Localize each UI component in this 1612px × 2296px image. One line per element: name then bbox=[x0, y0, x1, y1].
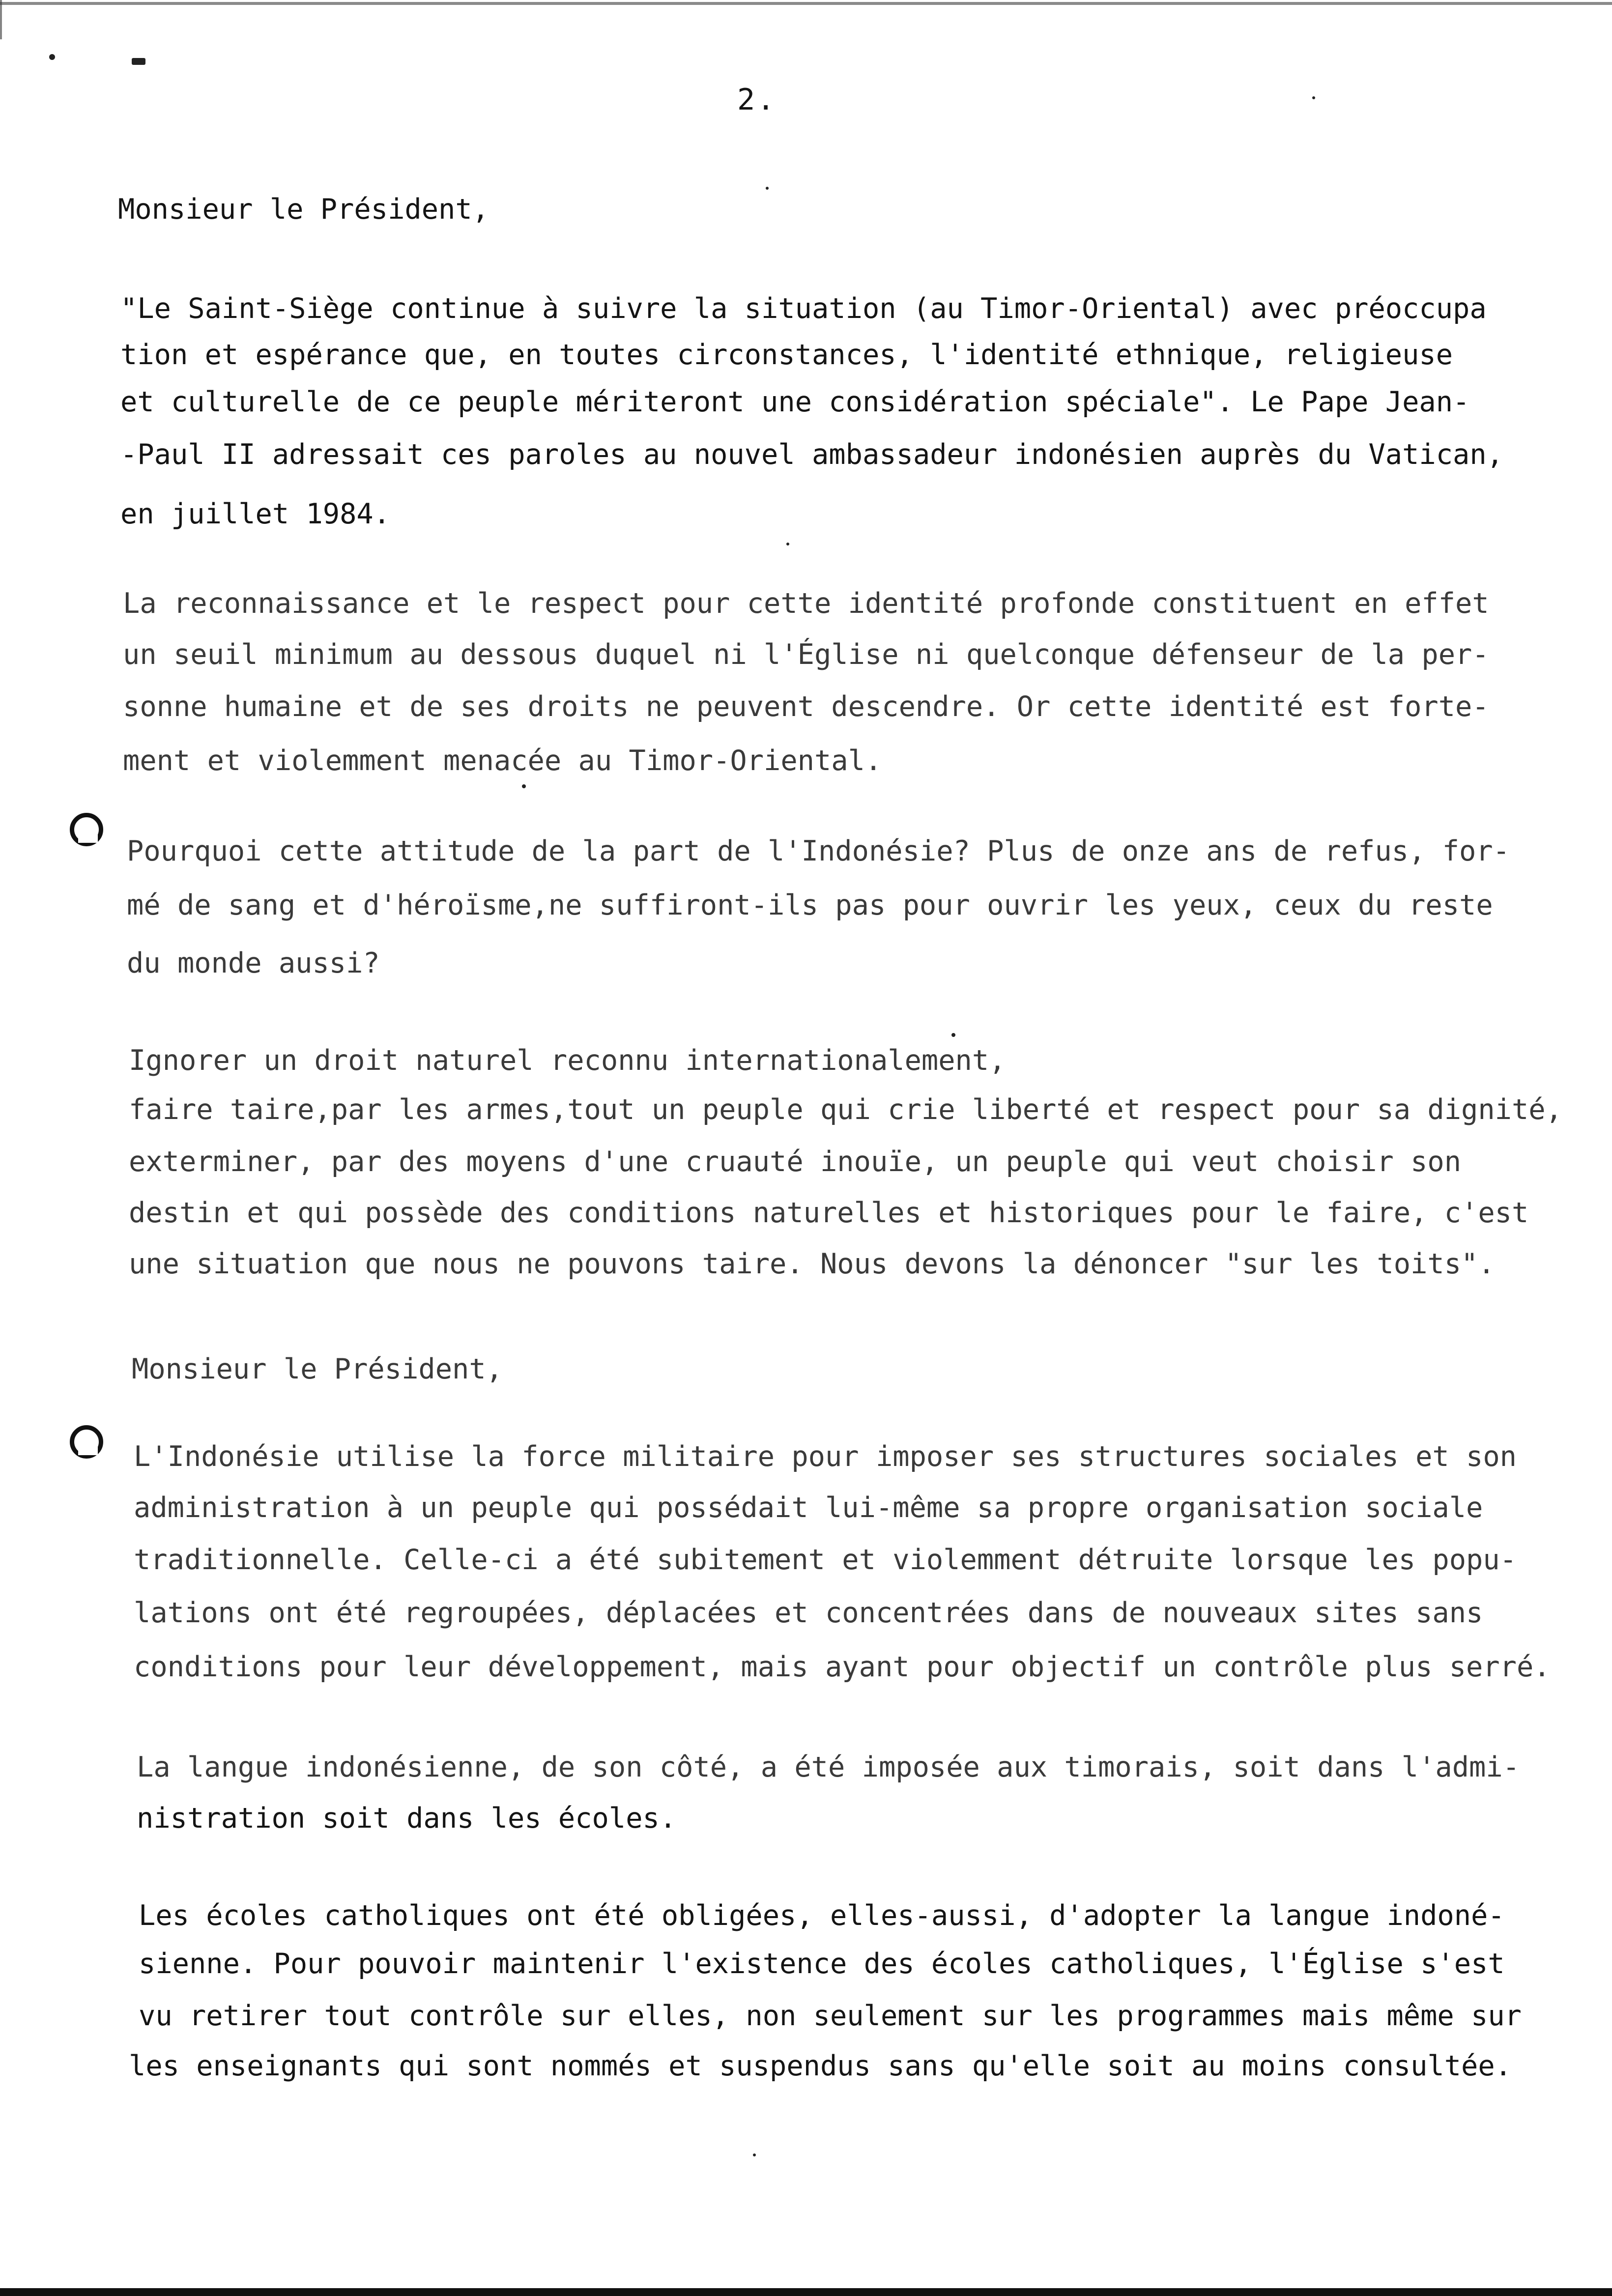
paragraph-line: une situation que nous ne pouvons taire. Nous devons la dénoncer "sur les toits". bbox=[129, 1248, 1495, 1280]
scan-bottom-edge bbox=[0, 2288, 1612, 2296]
page-number: 2. bbox=[737, 83, 777, 117]
paragraph-line: faire taire,par les armes,tout un peuple qui crie liberté et respect pour sa dignité, bbox=[129, 1093, 1562, 1126]
paragraph-line: en juillet 1984. bbox=[120, 498, 391, 530]
salutation: Monsieur le Président, bbox=[132, 1353, 503, 1385]
paragraph-line: destin et qui possède des conditions naturelles et historiques pour le faire, c'est bbox=[129, 1197, 1529, 1229]
paragraph-line: Pourquoi cette attitude de la part de l'Indonésie? Plus de onze ans de refus, for- bbox=[127, 835, 1510, 867]
paragraph-line: sienne. Pour pouvoir maintenir l'existence des écoles catholiques, l'Église s'est bbox=[139, 1948, 1505, 1980]
paragraph-line: un seuil minimum au dessous duquel ni l'Église ni quelconque défenseur de la per- bbox=[123, 638, 1489, 671]
paragraph-line: "Le Saint-Siège continue à suivre la situation (au Timor-Oriental) avec préoccupa bbox=[120, 292, 1487, 325]
paragraph-line: La langue indonésienne, de son côté, a été imposée aux timorais, soit dans l'admi- bbox=[137, 1751, 1520, 1783]
paragraph-line: L'Indonésie utilise la force militaire pour imposer ses structures sociales et son bbox=[134, 1440, 1517, 1473]
paragraph-line: conditions pour leur développement, mais ayant pour objectif un contrôle plus serré. bbox=[134, 1651, 1551, 1683]
scan-speck bbox=[49, 54, 55, 60]
scan-mark bbox=[132, 58, 145, 65]
paragraph-line: tion et espérance que, en toutes circonstances, l'identité ethnique, religieuse bbox=[120, 339, 1453, 371]
punch-hole bbox=[70, 813, 103, 846]
paragraph-line: Les écoles catholiques ont été obligées, elles-aussi, d'adopter la langue indoné- bbox=[139, 1899, 1505, 1932]
paragraph-line: La reconnaissance et le respect pour cette identité profonde constituent en effet bbox=[123, 587, 1489, 620]
scan-speck bbox=[951, 1033, 955, 1037]
paragraph-line: mé de sang et d'héroïsme,ne suffiront-ils pas pour ouvrir les yeux, ceux du reste bbox=[127, 889, 1493, 921]
scan-speck bbox=[786, 543, 789, 545]
scan-top-edge bbox=[0, 2, 1612, 5]
paragraph-line: sonne humaine et de ses droits ne peuvent descendre. Or cette identité est forte- bbox=[123, 690, 1489, 723]
salutation: Monsieur le Président, bbox=[118, 193, 489, 226]
paragraph-line: ment et violemment menacée au Timor-Oriental. bbox=[123, 745, 882, 777]
paragraph-line: administration à un peuple qui possédait lui-même sa propre organisation sociale bbox=[134, 1492, 1483, 1524]
scan-speck bbox=[1312, 96, 1315, 99]
scan-speck bbox=[753, 2153, 756, 2156]
paragraph-line: Ignorer un droit naturel reconnu internationalement, bbox=[129, 1044, 1006, 1077]
punch-hole bbox=[70, 1425, 103, 1459]
paragraph-line: traditionnelle. Celle-ci a été subitement et violemment détruite lorsque les popu- bbox=[134, 1544, 1517, 1576]
paragraph-line: lations ont été regroupées, déplacées et concentrées dans de nouveaux sites sans bbox=[134, 1597, 1483, 1629]
paragraph-line: et culturelle de ce peuple mériteront une considération spéciale". Le Pape Jean- bbox=[120, 386, 1470, 418]
paragraph-line: du monde aussi? bbox=[127, 947, 380, 979]
scan-left-edge bbox=[0, 0, 2, 39]
scan-speck bbox=[522, 784, 526, 788]
paragraph-line: -Paul II adressait ces paroles au nouvel ambassadeur indonésien auprès du Vatican, bbox=[120, 438, 1503, 471]
paragraph-line: vu retirer tout contrôle sur elles, non seulement sur les programmes mais même sur bbox=[139, 2000, 1522, 2032]
paragraph-line: les enseignants qui sont nommés et suspendus sans qu'elle soit au moins consultée. bbox=[129, 2050, 1512, 2082]
scan-speck bbox=[766, 187, 769, 190]
paragraph-line: nistration soit dans les écoles. bbox=[137, 1802, 677, 1835]
paragraph-line: exterminer, par des moyens d'une cruauté inouïe, un peuple qui veut choisir son bbox=[129, 1146, 1462, 1178]
